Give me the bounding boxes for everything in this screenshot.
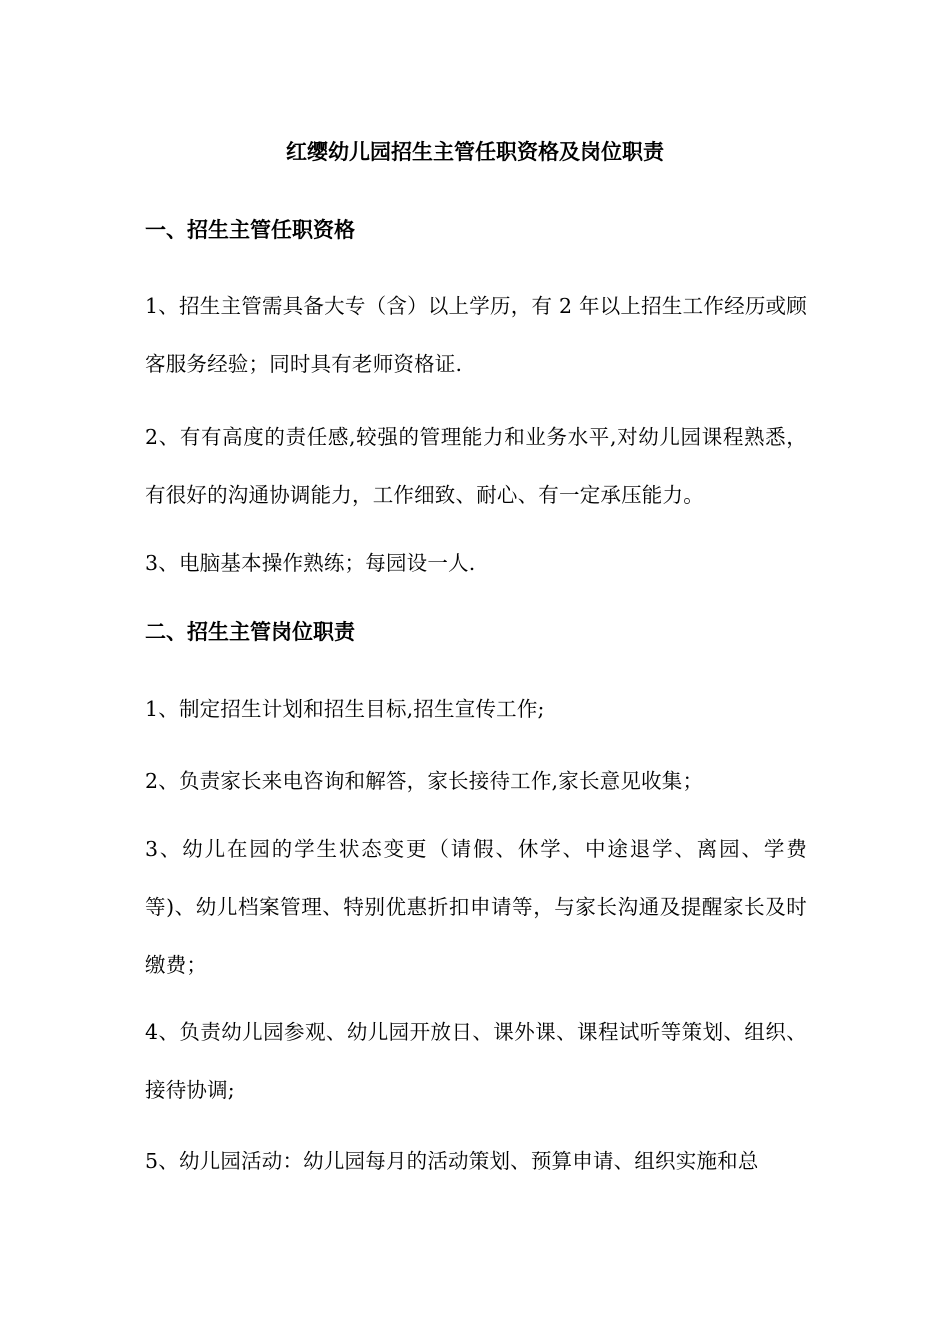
responsibility-item-1: 1、制定招生计划和招生目标,招生宣传工作; [145,697,545,721]
qualification-item-2: 2、有有高度的责任感,较强的管理能力和业务水平,对幼儿园课程熟悉，有很好的沟通协调能力，工作细致、耐心、有一定承压能力。 [145,425,807,507]
section-heading-responsibilities: 二、招生主管岗位职责 [145,619,355,644]
section-heading-qualifications: 一、招生主管任职资格 [145,217,355,242]
qualification-item-3: 3、电脑基本操作熟练；每园设一人. [145,551,476,575]
responsibility-item-5: 5、幼儿园活动：幼儿园每月的活动策划、预算申请、组织实施和总 [145,1149,759,1173]
responsibility-item-2: 2、负责家长来电咨询和解答，家长接待工作,家长意见收集； [145,769,704,793]
qualification-item-1: 1、招生主管需具备大专（含）以上学历，有 2 年以上招生工作经历或顾客服务经验；同时具有老师资格证. [145,294,807,376]
document-title: 红缨幼儿园招生主管任职资格及岗位职责 [286,139,664,164]
responsibility-item-3: 3、幼儿在园的学生状态变更（请假、休学、中途退学、离园、学费等)、幼儿档案管理、特别优惠折扣申请等，与家长沟通及提醒家长及时缴费； [145,837,807,977]
responsibility-item-4: 4、负责幼儿园参观、幼儿园开放日、课外课、课程试听等策划、组织、接待协调; [145,1020,807,1102]
